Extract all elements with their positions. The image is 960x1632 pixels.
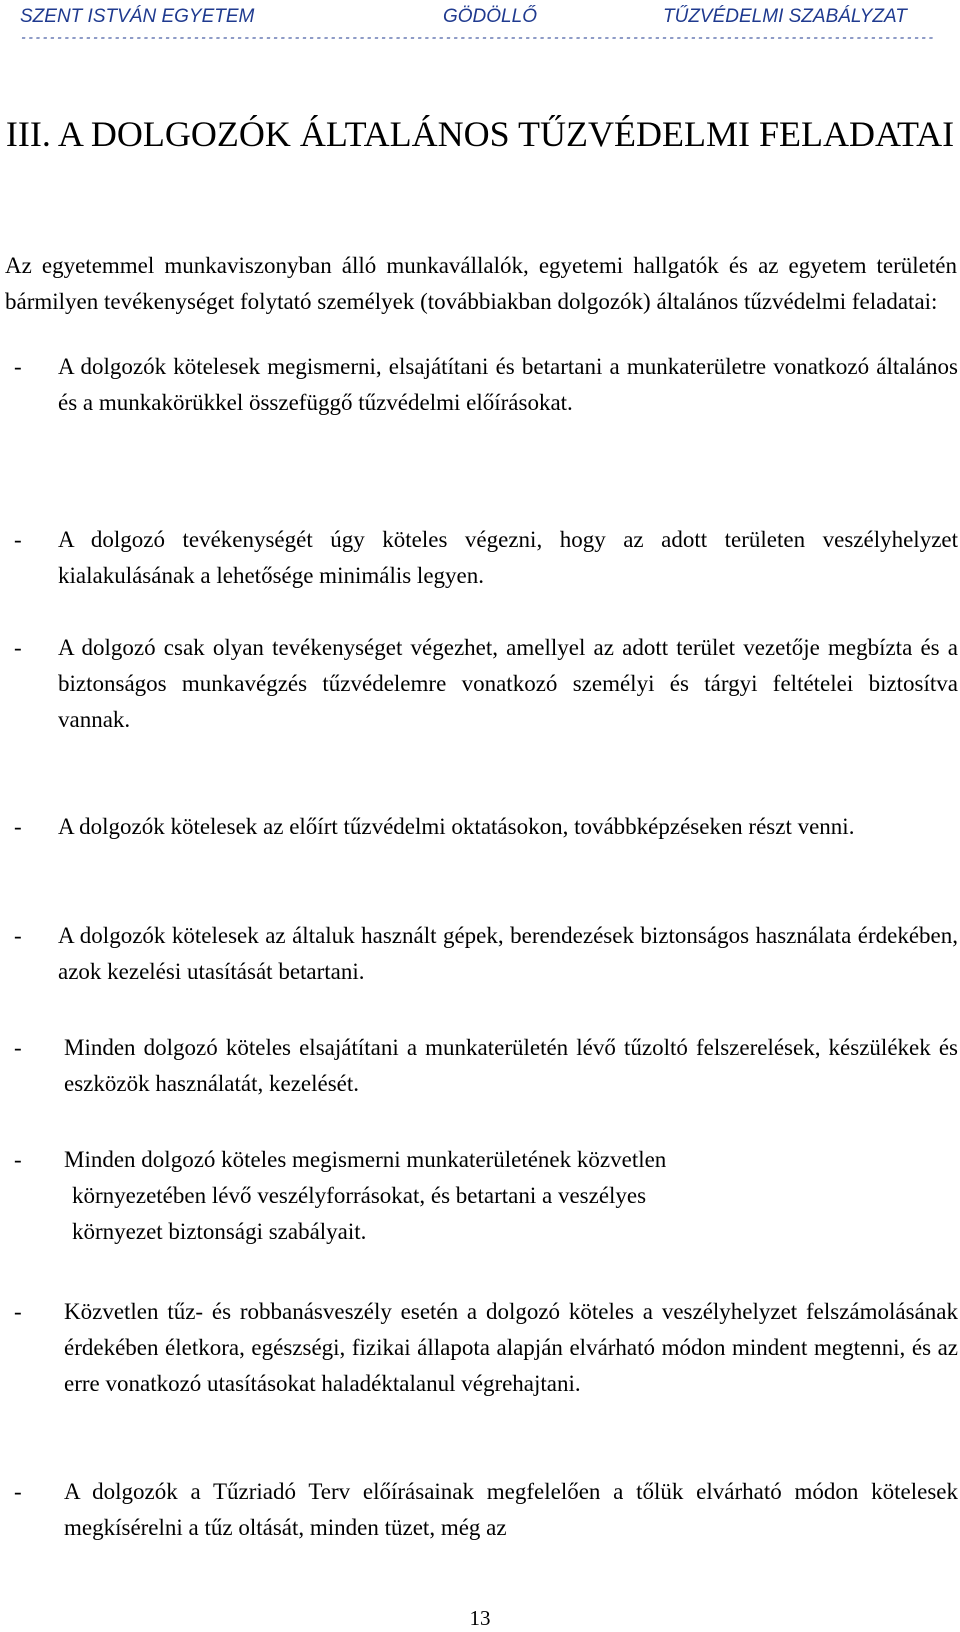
list-dash: -	[14, 1147, 22, 1172]
list-item	[14, 1474, 958, 1546]
list-item-line: környezetében lévő veszélyforrásokat, és betartani a veszélyes	[72, 1183, 647, 1208]
list-dash: -	[14, 527, 22, 552]
list-item-text: A dolgozók kötelesek megismerni, elsajátítani és betartani a munkaterületre vonatkozó általános és a munkakörükkel összefüggő tűzvédelmi előírásokat.	[58, 354, 958, 415]
list-item	[14, 1030, 958, 1102]
list-dash: -	[14, 1479, 22, 1504]
list-item	[14, 918, 958, 990]
header-university: SZENT ISTVÁN EGYETEM	[20, 6, 255, 27]
list-item	[14, 349, 958, 421]
list-item-text	[64, 1142, 958, 1250]
intro-paragraph: Az egyetemmel munkaviszonyban álló munkavállalók, egyetemi hallgatók és az egyetem területén bármilyen tevékenységet folytató személyek (továbbiakban dolgozók) általános tűzvédelmi feladatai:	[5, 253, 957, 314]
list-item	[14, 1142, 958, 1250]
list-dash: -	[14, 354, 22, 379]
section-title: III. A DOLGOZÓK ÁLTALÁNOS TŰZVÉDELMI FELADATAI	[5, 114, 955, 154]
list-item-text: A dolgozó csak olyan tevékenységet végezhet, amellyel az adott terület vezetője megbízta és a biztonságos munkavégzés tűzvédelemre vonatkozó személyi és tárgyi feltételei biztosítva vannak.	[58, 635, 958, 732]
running-header	[20, 4, 935, 45]
list-item	[14, 630, 958, 738]
list-item-line: Minden dolgozó köteles megismerni munkaterületének közvetlen	[64, 1147, 667, 1172]
page-number: 13	[469, 1606, 491, 1630]
list-item-text: A dolgozók a Tűzriadó Terv előírásainak megfelelően a tőlük elvárható módon kötelesek megkísérelni a tűz oltását, minden tüzet, még az	[64, 1479, 958, 1540]
list-item-text: Közvetlen tűz- és robbanásveszély esetén a dolgozó köteles a veszélyhelyzet felszámolásának érdekében életkora, egészségi, fizikai állapota alapján elvárható módon mindent megtenni, és az erre vonatkozó utasításokat haladéktalanul végrehajtani.	[64, 1299, 958, 1396]
header-dashed-rule: -------------------------------------------------------------------------------------------------------------------------------	[20, 31, 935, 45]
list-dash: -	[14, 1035, 22, 1060]
list-item-text: A dolgozó tevékenységét úgy köteles végezni, hogy az adott területen veszélyhelyzet kialakulásának a lehetősége minimális legyen.	[58, 527, 958, 588]
list-item-text: A dolgozók kötelesek az előírt tűzvédelmi oktatásokon, továbbképzéseken részt venni.	[58, 814, 855, 839]
list-dash: -	[14, 814, 22, 839]
header-city: GÖDÖLLŐ	[443, 6, 537, 27]
list-item-text: Minden dolgozó köteles elsajátítani a munkaterületén lévő tűzoltó felszerelések, készülékek és eszközök használatát, kezelését.	[64, 1035, 958, 1096]
list-item-line: környezet biztonsági szabályait.	[72, 1219, 367, 1244]
list-item	[14, 522, 958, 594]
list-item	[14, 1294, 958, 1402]
list-dash: -	[14, 635, 22, 660]
list-item	[14, 809, 958, 845]
header-document-title: TŰZVÉDELMI SZABÁLYZAT	[663, 6, 907, 27]
list-dash: -	[14, 923, 22, 948]
list-item-text: A dolgozók kötelesek az általuk használt gépek, berendezések biztonságos használata érdekében, azok kezelési utasítását betartani.	[58, 923, 958, 984]
list-dash: -	[14, 1299, 22, 1324]
